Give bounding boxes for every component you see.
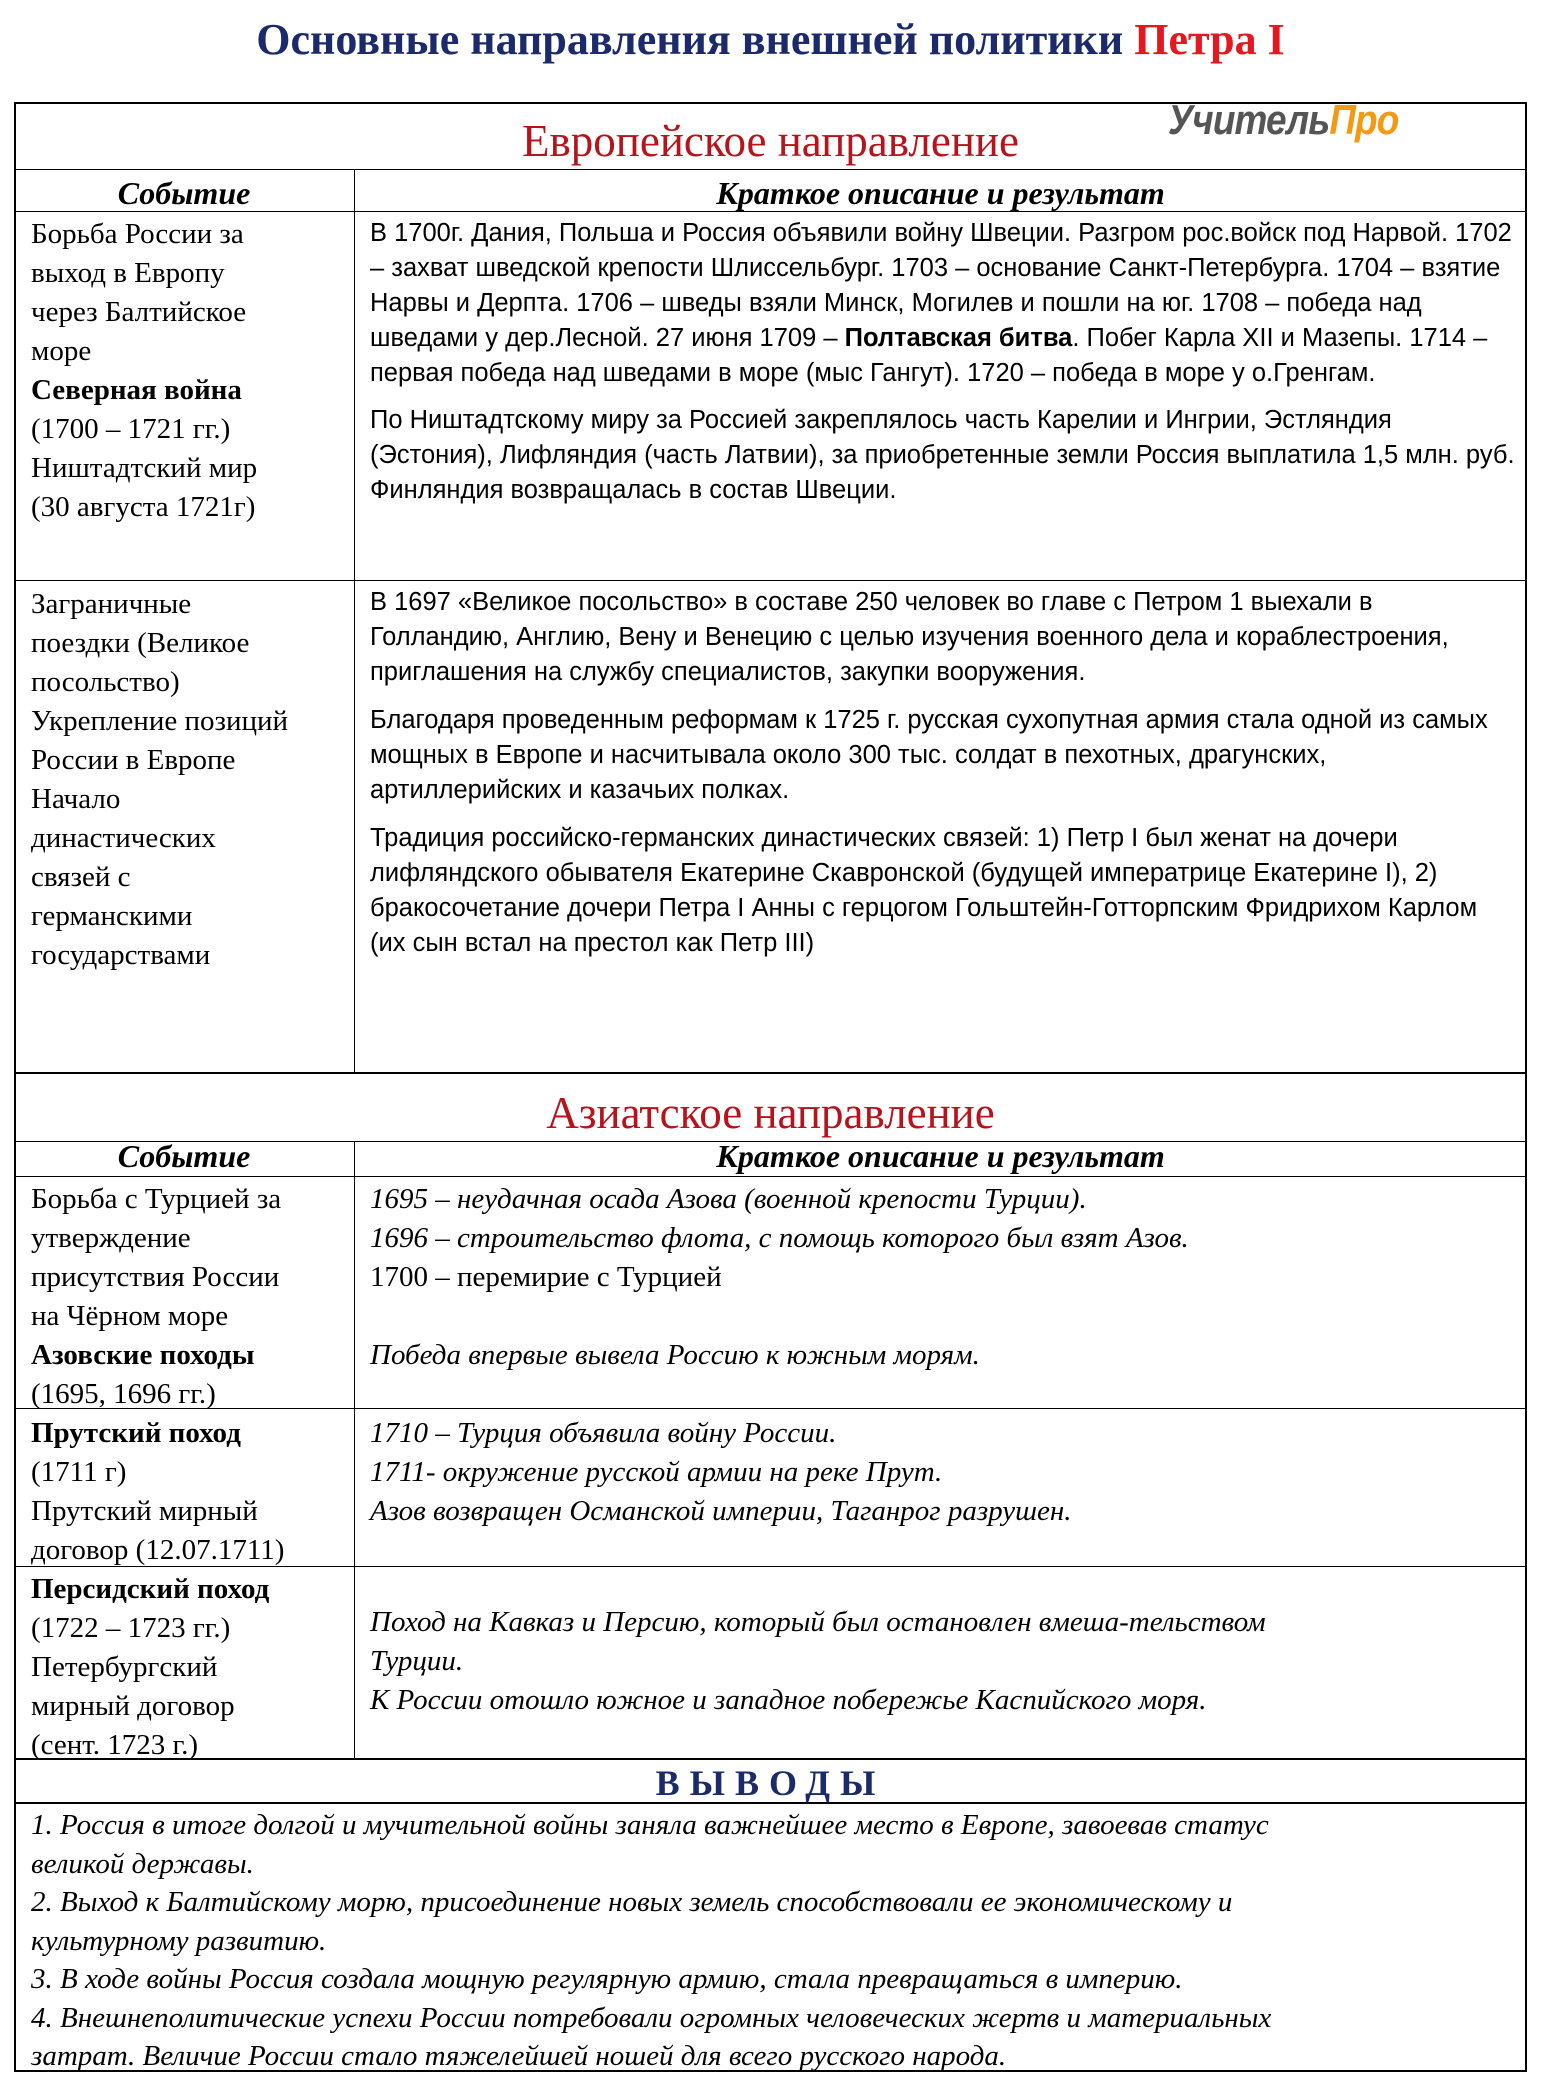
event-name: Прутский поход (31, 1417, 241, 1449)
logo-part2: Про (1329, 96, 1399, 143)
desc-paragraph: По Ништадтскому миру за Россией закреплялось часть Карелии и Ингрии, Эстляндия (Эстония), Лифляндия (часть Латвии), за приобретенные земли Россия выплатила 1,5 млн. руб. Финляндия возвращалась в состав Швеции. (370, 406, 1515, 504)
uchitelpro-logo (1168, 91, 1399, 149)
event-line: Прутский мирный (31, 1495, 258, 1527)
desc-line: Азов возвращен Османской империи, Таганрог разрушен. (370, 1495, 1072, 1527)
divider (14, 211, 1527, 212)
divider (14, 1176, 1527, 1177)
event-grand-embassy (31, 585, 353, 975)
asian-col-event: Событие (117, 1138, 251, 1174)
event-line: (сент. 1723 г.) (31, 1729, 199, 1761)
poltava-battle: Полтавская битва (844, 324, 1073, 352)
divider (14, 1566, 1527, 1567)
asian-col-desc: Краткое описание и результат (716, 1138, 1165, 1174)
divider (14, 1408, 1527, 1409)
event-line: (1711 г) (31, 1456, 127, 1488)
event-line: (30 августа 1721г) (31, 491, 256, 523)
desc-grand-embassy (370, 585, 1518, 961)
event-northern-war (31, 215, 353, 527)
desc-spacer (370, 1297, 1520, 1336)
desc-text: . Побег Карла XII и Мазепы. 1714 – первая победа над шведами в море (мыс Гангут). 1720 – победа в море у о.Гренгам. (370, 324, 1488, 387)
conclusion-line: 1. Россия в итоге долгой и мучительной войны заняла важнейшее место в Европе, завоевав статус (31, 1809, 1269, 1841)
event-line: договор (12.07.1711) (31, 1534, 285, 1566)
desc-paragraph: В 1697 «Великое посольство» в составе 250 человек во главе с Петром 1 выехали в Голландию, Англию, Вену и Венецию с целью изучения военного дела и кораблестроения, приглашения на службу специалистов, закупки вооружения. (370, 588, 1449, 686)
conclusions-heading: ВЫВОДЫ (14, 1758, 1527, 1804)
european-col-event: Событие (117, 175, 251, 211)
conclusions-list (31, 1806, 1511, 2076)
event-line: государствами (31, 939, 211, 971)
conclusion-line: 2. Выход к Балтийскому морю, присоединение новых земель способствовали ее экономическому и (31, 1886, 1233, 1918)
event-line: море (31, 335, 92, 367)
desc-paragraph: Благодаря проведенным реформам к 1725 г. русская сухопутная армия стала одной из самых мощных в Европе и насчитывала около 300 тыс. солдат в пехотных, драгунских, артиллерийских и казачьих полках. (370, 706, 1488, 804)
desc-line: 1695 – неудачная осада Азова (военной крепости Турции). (370, 1183, 1087, 1215)
event-line: поездки (Великое (31, 627, 250, 659)
event-line: связей с (31, 861, 131, 893)
desc-line: К России отошло южное и западное побережье Каспийского моря. (370, 1684, 1207, 1716)
event-line: Борьба с Турцией за (31, 1183, 282, 1215)
event-line: (1722 – 1723 гг.) (31, 1612, 231, 1644)
event-line: посольство) (31, 666, 180, 698)
event-azov-campaigns (31, 1180, 353, 1414)
european-col-desc: Краткое описание и результат (716, 175, 1165, 211)
event-line: (1700 – 1721 гг.) (31, 413, 231, 445)
event-line: Петербургский (31, 1651, 218, 1683)
event-line: Борьба России за (31, 218, 244, 250)
event-line: Ништадтский мир (31, 452, 258, 484)
title-main: Основные направления внешней политики (256, 15, 1135, 64)
event-line: мирный договор (31, 1690, 235, 1722)
event-line: династических (31, 822, 216, 854)
desc-line: Поход на Кавказ и Персию, который был остановлен вмеша-тельством (370, 1606, 1266, 1638)
logo-part1: Учитель (1168, 96, 1330, 143)
conclusion-line: великой державы. (31, 1847, 254, 1880)
conclusion-line: культурному развитию. (31, 1924, 327, 1957)
desc-line: 1711- окружение русской армии на реке Прут. (370, 1456, 943, 1488)
event-line: на Чёрном море (31, 1300, 229, 1332)
event-line: Укрепление позиций (31, 705, 289, 737)
event-line: Заграничные (31, 588, 192, 620)
desc-paragraph: Традиция российско-германских династических связей: 1) Петр I был женат на дочери лифляндского обывателя Екатерине Скавронской (будущей императрице Екатерине I), 2) бракосочетание дочери Петра I Анны с герцогом Гольштейн-Готторпским Фридрихом Карлом (их сын встал на престол как Петр III) (370, 824, 1478, 957)
column-divider (354, 1142, 355, 1758)
event-line: выход в Европу (31, 257, 225, 289)
event-line: германскими (31, 900, 193, 932)
conclusion-line: 3. В ходе войны Россия создала мощную регулярную армию, стала превращаться в империю. (31, 1963, 1183, 1995)
title-accent: Петра I (1134, 15, 1285, 64)
desc-paragraph (370, 216, 1518, 391)
event-prut-campaign (31, 1414, 353, 1570)
conclusion-line: 4. Внешнеполитические успехи России потребовали огромных человеческих жертв и материальных (31, 2001, 1272, 2034)
european-heading: Европейское направление (14, 104, 1527, 170)
desc-line: 1700 – перемирие с Турцией (370, 1261, 722, 1293)
event-line: присутствия России (31, 1261, 280, 1293)
column-divider (354, 170, 355, 1072)
event-line: через Балтийское (31, 296, 247, 328)
event-line: России в Европе (31, 744, 236, 776)
desc-text: В 1700г. Дания, Польша и Россия объявили войну Швеции. Разгром рос.войск под Нарвой. 1702 – захват шведской крепости Шлиссельбург. 1703 – основание Санкт-Петербурга. 1704 – взятие Нарвы и Дерпта. 1706 – шведы взяли Минск, Могилев и пошли на юг. 1708 – победа над шведами у дер.Лесной. 27 июня 1709 – (370, 219, 1512, 352)
asian-heading: Азиатское направление (14, 1072, 1527, 1142)
divider (14, 580, 1527, 581)
event-line: утверждение (31, 1222, 191, 1254)
desc-line: Победа впервые вывела Россию к южным морям. (370, 1339, 980, 1371)
desc-persian-campaign (370, 1603, 1520, 1720)
conclusion-line: затрат. Величие России стало тяжелейшей ношей для всего русского народа. (31, 2040, 1007, 2072)
page-title (0, 10, 1541, 70)
desc-line: 1696 – строительство флота, с помощь которого был взят Азов. (370, 1222, 1189, 1254)
desc-northern-war (370, 216, 1518, 508)
desc-line: Турции. (370, 1645, 464, 1677)
event-name: Персидский поход (31, 1573, 270, 1605)
desc-azov-campaigns (370, 1180, 1520, 1375)
desc-line: 1710 – Турция объявила войну России. (370, 1417, 837, 1449)
event-persian-campaign (31, 1570, 353, 1765)
event-line: Начало (31, 783, 121, 815)
event-name: Северная война (31, 374, 242, 406)
event-line: (1695, 1696 гг.) (31, 1378, 216, 1410)
desc-prut-campaign (370, 1414, 1520, 1531)
event-name: Азовские походы (31, 1339, 255, 1371)
